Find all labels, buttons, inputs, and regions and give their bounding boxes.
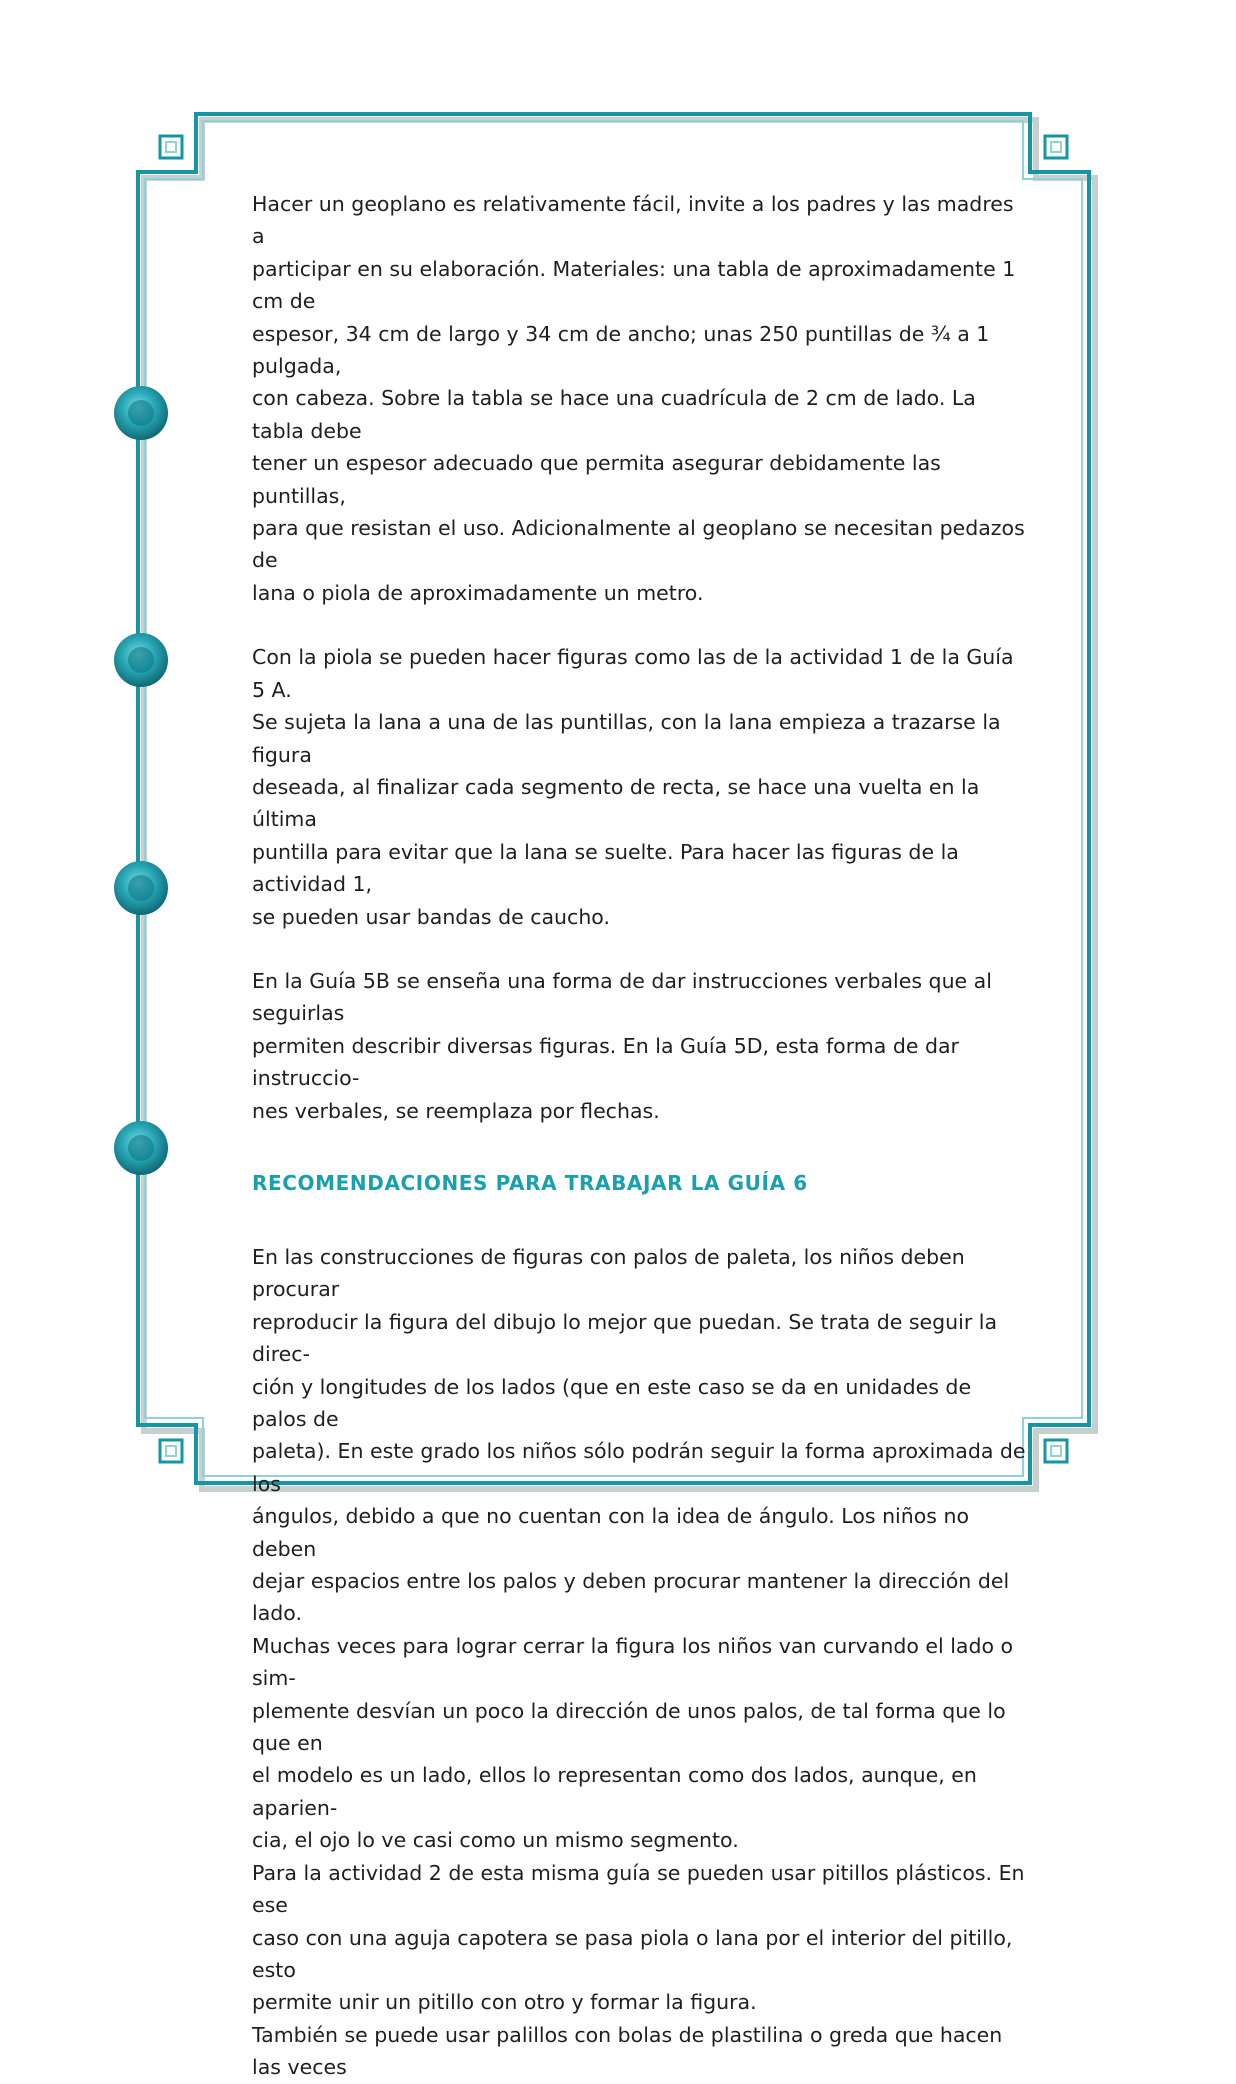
corner-ornament-top-left	[160, 136, 182, 158]
binder-bead-4	[114, 1121, 168, 1175]
section-heading: RECOMENDACIONES PARA TRABAJAR LA GUÍA 6	[252, 1170, 808, 1195]
corner-ornament-bottom-right	[1045, 1440, 1067, 1462]
paragraph-palillos: También se puede usar palillos con bolas de plastilina o greda que hacen las veces	[252, 2022, 1003, 2080]
paragraph-palos-de-paleta: En las construcciones de figuras con palos de paleta, los niños deben procurar reproducir la figura del dibujo lo mejor que puedan. Se trata de seguir la direc- ción y longitudes de los lados (que en este caso se da en unidades de palos de paleta). En este grado los niños sólo podrán seguir la forma aproximada de los ángulos, debido a que no cuentan con la idea de ángulo. Los niños no deben dejar espacios entre los palos y deben procurar mantener la dirección del lado. Muchas veces para lograr cerrar la figura los niños van curvando el lado o sim- plemente desvían un poco la dirección de unos palos, de tal forma que lo que en el modelo es un lado, ellos lo representan como dos lados, aunque, en aparien- cia, el ojo lo ve casi como un mismo segmento.	[252, 1244, 1026, 1853]
binder-bead-2	[114, 633, 168, 687]
paragraph-pitillos: Para la actividad 2 de esta misma guía se pueden usar pitillos plásticos. En ese caso con una aguja capotera se pasa piola o lana por el interior del pitillo, esto permite unir un pitillo con otro y formar la figura.	[252, 1860, 1025, 2015]
paragraph-piola: Con la piola se pueden hacer figuras como las de la actividad 1 de la Guía 5 A. Se sujeta la lana a una de las puntillas, con la lana empieza a trazarse la figura deseada, al finalizar cada segmento de recta, se hace una vuelta en la última puntilla para evitar que la lana se suelte. Para hacer las figuras de la actividad 1, se pueden usar bandas de caucho.	[252, 645, 1014, 929]
corner-ornament-bottom-left	[160, 1440, 182, 1462]
document-body	[252, 188, 1027, 2084]
corner-ornament-top-right	[1045, 136, 1067, 158]
binder-bead-3	[114, 861, 168, 915]
binder-bead-1	[114, 386, 168, 440]
paragraph-guia-5b: En la Guía 5B se enseña una forma de dar instrucciones verbales que al seguirlas permiten describir diversas figuras. En la Guía 5D, esta forma de dar instruccio- nes verbales, se reemplaza por flechas.	[252, 968, 992, 1123]
paragraph-geoplano: Hacer un geoplano es relativamente fácil, invite a los padres y las madres a participar en su elaboración. Materiales: una tabla de aproximadamente 1 cm de espesor, 34 cm de largo y 34 cm de ancho; unas 250 puntillas de ¾ a 1 pulgada, con cabeza. Sobre la tabla se hace una cuadrícula de 2 cm de lado. La tabla debe tener un espesor adecuado que permita asegurar debidamente las puntillas, para que resistan el uso. Adicionalmente al geoplano se necesitan pedazos de lana o piola de aproximadamente un metro.	[252, 192, 1025, 605]
